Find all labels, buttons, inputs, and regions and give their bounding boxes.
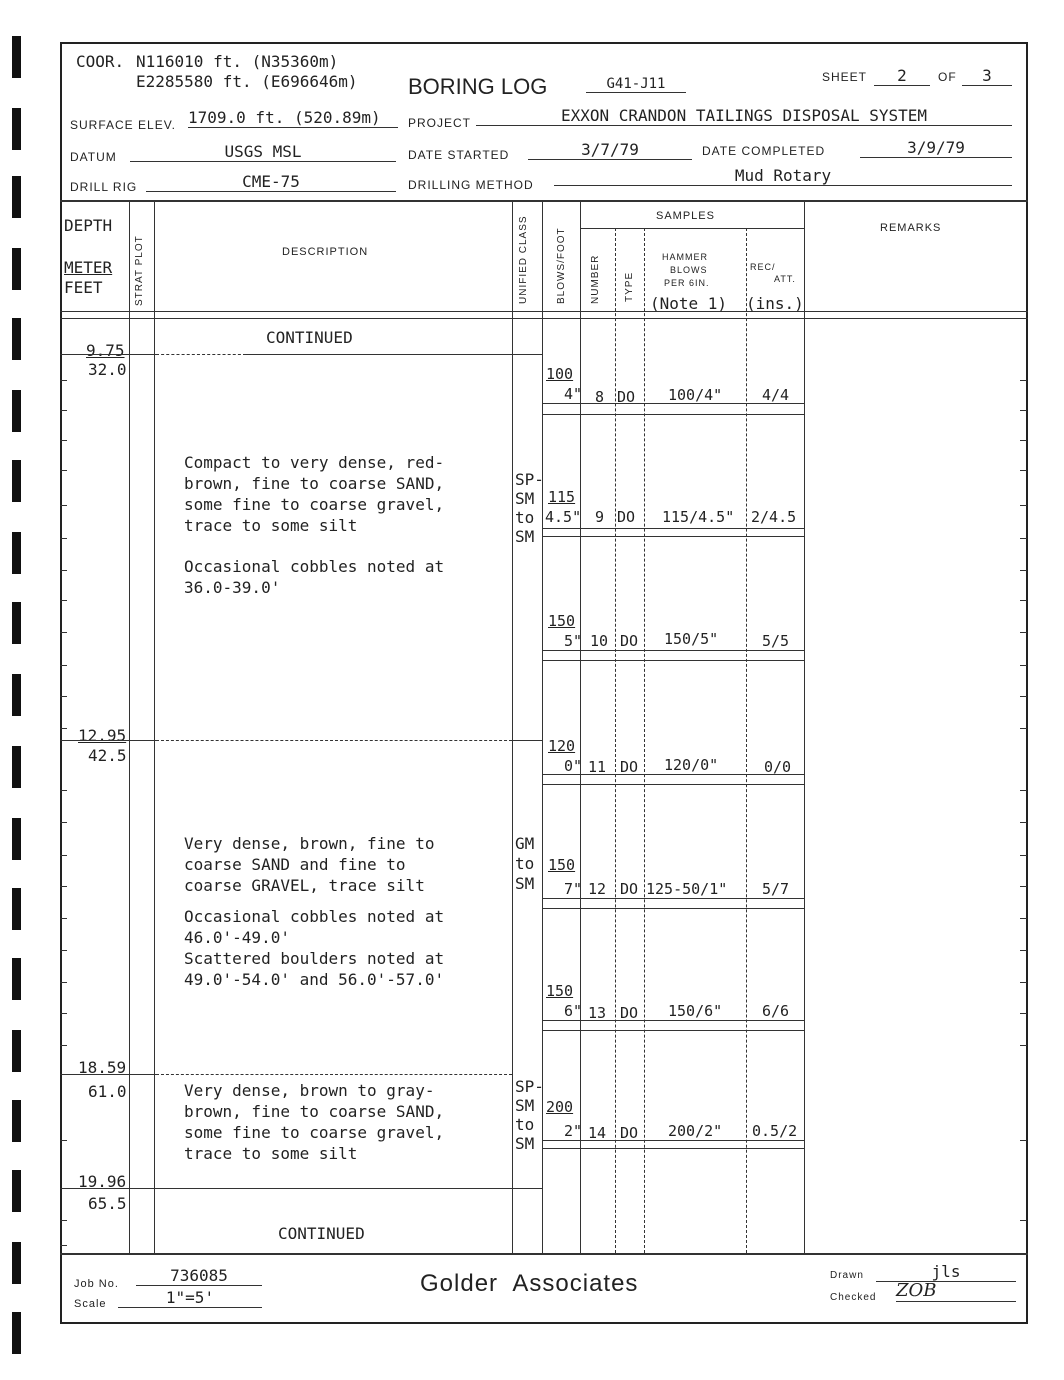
hammer-header-3: PER 6IN. (664, 278, 710, 288)
type-header: TYPE (624, 271, 635, 302)
sample-line (542, 650, 804, 651)
sample-line (542, 536, 804, 537)
sample-hammer: 200/2" (668, 1122, 723, 1140)
meter-header: METER (64, 258, 113, 277)
drawn-label: Drawn (830, 1270, 864, 1281)
sample-type: DO (620, 1004, 639, 1022)
sample-type: DO (620, 1124, 639, 1142)
sample-line (542, 528, 804, 529)
job-number: 736085 (136, 1266, 262, 1286)
depth-feet: 42.5 (88, 746, 127, 765)
sample-blows: 120 (548, 737, 576, 755)
column-header-rule-2 (60, 318, 1028, 319)
col-line-blows (580, 200, 581, 1253)
boundary-line (512, 740, 542, 741)
layer-1-class: SP- SM to SM (515, 470, 544, 546)
depth-feet: 61.0 (88, 1082, 127, 1101)
boundary-line (60, 740, 156, 741)
sample-penetration: 4" (564, 385, 583, 403)
sample-number: 9 (595, 508, 605, 526)
sample-line (542, 774, 804, 775)
sample-line (542, 660, 804, 661)
col-line-hammer (746, 228, 747, 1253)
depth-header: DEPTH (64, 216, 113, 235)
sheet-total: 3 (962, 66, 1012, 86)
depth-meter: 18.59 (78, 1058, 127, 1077)
sample-blows: 100 (546, 365, 574, 383)
sample-number: 13 (588, 1004, 607, 1022)
date-started-label: DATE STARTED (408, 148, 510, 162)
number-header: NUMBER (590, 254, 601, 304)
description-header: DESCRIPTION (282, 246, 369, 258)
sample-number: 8 (595, 388, 605, 406)
col-line-depth (129, 200, 130, 1253)
hammer-header-1: HAMMER (662, 252, 708, 262)
sample-hammer: 125-50/1" (646, 880, 728, 898)
sample-number: 14 (588, 1124, 607, 1142)
depth-feet: 65.5 (88, 1194, 127, 1213)
sample-blows: 150 (548, 612, 576, 630)
job-label: Job No. (74, 1278, 119, 1290)
coor-north: N116010 ft. (N35360m) (136, 52, 339, 71)
sample-line (542, 898, 804, 899)
sample-line (542, 1020, 804, 1021)
boundary-dash (156, 1074, 512, 1075)
rec-header-1: REC/ (750, 262, 776, 272)
rec-units: (ins.) (746, 294, 804, 313)
boundary-line (60, 354, 156, 355)
col-line-type (644, 228, 645, 1253)
project-label: PROJECT (408, 116, 472, 130)
sample-line (542, 1140, 804, 1141)
sample-line (542, 908, 804, 909)
surface-elev-value: 1709.0 ft. (520.89m) (188, 108, 398, 128)
checked-signature: ZOB (896, 1280, 1016, 1302)
sample-line (542, 1148, 804, 1149)
unified-class-header: UNIFIED CLASS (518, 215, 529, 304)
col-line-rec (804, 200, 805, 1253)
sheet-number: 2 (874, 66, 930, 86)
hammer-note: (Note 1) (650, 294, 728, 313)
boring-id: G41-J11 (586, 76, 686, 93)
continued-bottom: CONTINUED (278, 1224, 365, 1243)
sample-penetration: 6" (564, 1002, 583, 1020)
sample-hammer: 120/0" (664, 756, 719, 774)
layer-3-class: SP- SM to SM (515, 1077, 544, 1153)
surface-elev-label: SURFACE ELEV. (70, 118, 176, 132)
sample-hammer: 115/4.5" (662, 508, 735, 526)
sample-blows: 150 (546, 982, 574, 1000)
boundary-line (246, 354, 542, 355)
sample-blows: 150 (548, 856, 576, 874)
layer-3-description: Very dense, brown to gray- brown, fine to coarse SAND, some fine to coarse gravel, trace to some silt (184, 1081, 445, 1163)
sheet-label: SHEET (822, 70, 868, 84)
sample-hammer: 100/4" (668, 386, 723, 404)
sample-line (542, 1030, 804, 1031)
sample-recovery: 4/4 (762, 386, 790, 404)
sample-recovery: 6/6 (762, 1002, 790, 1020)
col-line-strat (154, 200, 155, 1253)
checked-label: Checked (830, 1292, 877, 1303)
strat-plot-header: STRAT PLOT (134, 235, 145, 306)
col-line-desc (512, 200, 513, 1253)
sample-line (542, 784, 804, 785)
samples-header: SAMPLES (656, 210, 715, 222)
samples-rule (580, 228, 804, 229)
hammer-header-2: BLOWS (670, 265, 708, 275)
layer-2-class: GM to SM (515, 834, 535, 893)
feet-header: FEET (64, 278, 103, 297)
sample-blows: 200 (546, 1098, 574, 1116)
sample-blows: 115 (548, 488, 576, 506)
sample-penetration: 5" (564, 632, 583, 650)
sample-penetration: 0" (564, 757, 583, 775)
sample-penetration: 4.5" (545, 508, 582, 526)
sample-number: 10 (590, 632, 609, 650)
sample-penetration: 2" (564, 1122, 583, 1140)
drill-rig-value: CME-75 (146, 172, 396, 192)
sample-recovery: 5/7 (762, 880, 790, 898)
sample-type: DO (617, 508, 636, 526)
sample-number: 12 (588, 880, 607, 898)
col-line-number (615, 228, 616, 1253)
sample-type: DO (617, 388, 636, 406)
sample-type: DO (620, 632, 639, 650)
date-started-value: 3/7/79 (528, 140, 692, 160)
sample-hammer: 150/5" (664, 630, 719, 648)
document-title: BORING LOG (408, 74, 548, 99)
depth-meter: 19.96 (78, 1172, 127, 1191)
sample-type: DO (620, 880, 639, 898)
sample-line (542, 414, 804, 415)
layer-2-description: Very dense, brown, fine to coarse SAND and fine to coarse GRAVEL, trace silt (184, 834, 435, 895)
datum-value: USGS MSL (130, 142, 396, 162)
coor-east: E2285580 ft. (E696646m) (136, 72, 358, 91)
footer-rule (60, 1253, 1028, 1255)
coor-label: COOR. (76, 52, 125, 71)
project-value: EXXON CRANDON TAILINGS DISPOSAL SYSTEM (476, 106, 1012, 126)
header-rule (60, 200, 1028, 202)
of-label: OF (938, 70, 957, 84)
drilling-method-label: DRILLING METHOD (408, 178, 534, 192)
blows-foot-header: BLOWS/FOOT (556, 227, 567, 304)
sample-hammer: 150/6" (668, 1002, 723, 1020)
rec-header-2: ATT. (774, 274, 796, 284)
sample-recovery: 2/4.5 (751, 508, 797, 526)
drawn-value: jls (876, 1262, 1016, 1282)
scale-label: Scale (74, 1298, 107, 1310)
boundary-dash (156, 740, 512, 741)
sample-recovery: 5/5 (762, 632, 790, 650)
boundary-line (60, 1074, 156, 1075)
boundary-line (60, 1188, 542, 1189)
company-name: Golder Associates (420, 1270, 639, 1297)
sample-type: DO (620, 758, 639, 776)
boundary-dash (156, 354, 246, 355)
drilling-method-value: Mud Rotary (554, 166, 1012, 186)
layer-2-note: Occasional cobbles noted at 46.0'-49.0' Scattered boulders noted at 49.0'-54.0' and 56.0'-57.0' (184, 907, 445, 989)
scale-value: 1"=5' (118, 1288, 262, 1308)
drill-rig-label: DRILL RIG (70, 180, 138, 194)
depth-meter: 9.75 (86, 341, 125, 360)
date-completed-value: 3/9/79 (860, 138, 1012, 158)
sample-number: 11 (588, 758, 607, 776)
continued-top: CONTINUED (266, 328, 353, 347)
layer-1-description: Compact to very dense, red- brown, fine to coarse SAND, some fine to coarse gravel, trace to some silt (184, 453, 445, 535)
layer-1-note: Occasional cobbles noted at 36.0-39.0' (184, 557, 445, 597)
sample-line (542, 403, 804, 404)
date-completed-label: DATE COMPLETED (702, 144, 826, 158)
sample-recovery: 0.5/2 (752, 1122, 798, 1140)
depth-feet: 32.0 (88, 360, 127, 379)
column-header-rule (60, 311, 1028, 312)
sample-penetration: 7" (564, 880, 583, 898)
sample-recovery: 0/0 (764, 758, 792, 776)
datum-label: DATUM (70, 150, 117, 164)
remarks-header: REMARKS (880, 222, 942, 234)
depth-meter: 12.95 (78, 726, 127, 745)
